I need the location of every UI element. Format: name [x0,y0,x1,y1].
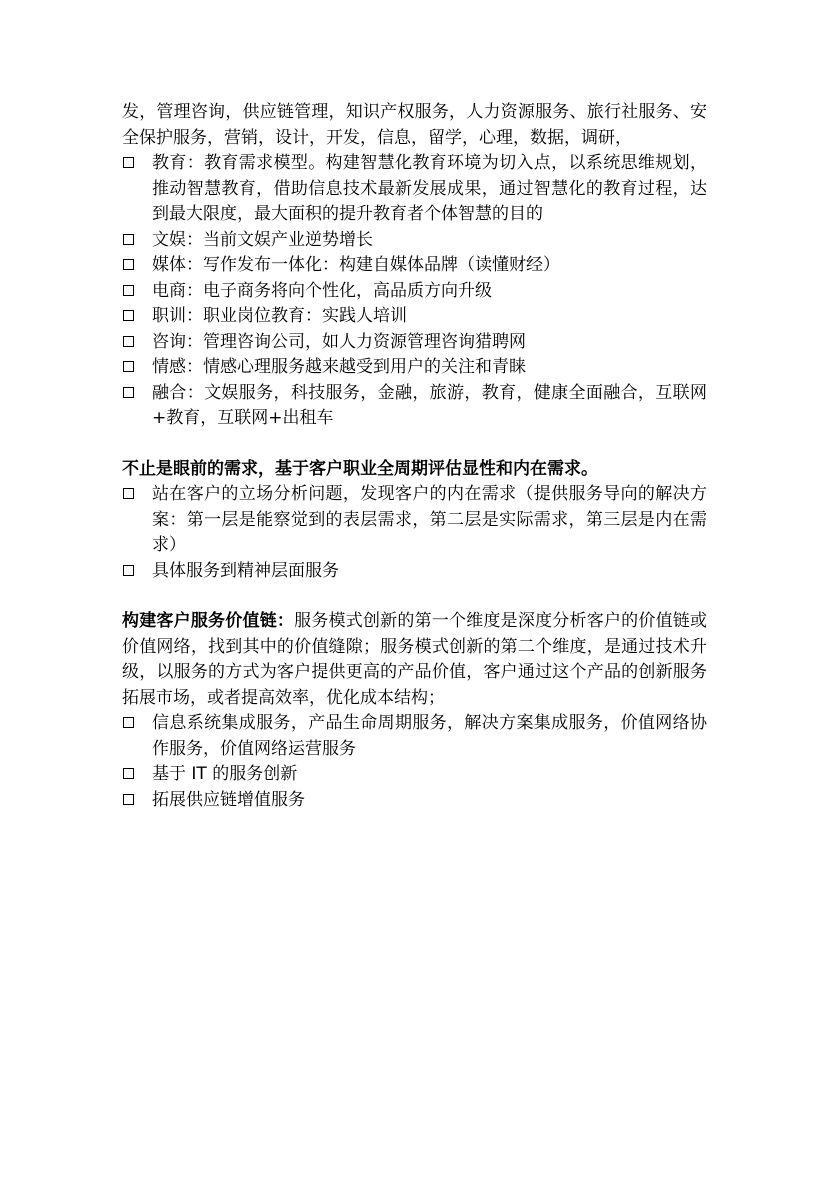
list-item-text: 文娱：当前文娱产业逆势增长 [152,229,373,250]
list-item-text: 教育：教育需求模型。构建智慧化教育环境为切入点，以系统思维规划，推动智慧教育，借助信息技术最新发展成果，通过智慧化的教育过程，达到最大限度，最大面积的提升教育者个体智慧的目的 [152,153,707,224]
list-item-text: 职训：职业岗位教育：实践人培训 [152,306,407,326]
checkbox-icon [123,285,134,296]
checkbox-icon [123,157,134,168]
paragraph-lead: 构建客户服务价值链： [122,611,295,631]
spacer [122,432,707,457]
list-item-text: 情感：情感心理服务越来越受到用户的关注和青睐 [152,357,526,377]
checkbox-icon [123,336,134,347]
value-chain-paragraph [122,609,707,711]
list-item [122,330,707,356]
list-item [122,355,707,381]
checkbox-icon [123,717,134,728]
list-item-text: 电商：电子商务将向个性化，高品质方向升级 [152,280,492,301]
list-item-text: 具体服务到精神层面服务 [152,560,339,581]
list-item [122,711,707,762]
list-item-text: 基于 IT 的服务创新 [152,764,298,784]
section-heading: 不止是眼前的需求，基于客户职业全周期评估显性和内在需求。 [122,458,598,479]
checkbox-icon [123,234,134,245]
list-item [122,788,707,814]
list-item-text: 拓展供应链增值服务 [152,789,305,810]
checkbox-icon [123,310,134,321]
list-item [122,762,707,788]
list-item-text: 融合：文娱服务，科技服务，金融，旅游，教育，健康全面融合，互联网+教育，互联网+出租车 [152,382,707,428]
list-item [122,381,707,432]
services-list [122,711,707,813]
intro-paragraph: 发，管理咨询，供应链管理，知识产权服务，人力资源服务、旅行社服务、安全保护服务，营销，设计，开发，信息，留学，心理，数据，调研， [122,102,707,148]
list-item-text: 咨询：管理咨询公司，如人力资源管理咨询猎聘网 [152,331,526,352]
list-item [122,253,707,279]
list-item-text: 媒体：写作发布一体化：构建自媒体品牌（读懂财经） [152,255,560,275]
list-item-text: 信息系统集成服务，产品生命周期服务，解决方案集成服务，价值网络协作服务，价值网络运营服务 [152,713,707,759]
list-item [122,559,707,585]
checkbox-icon [123,768,134,779]
checkbox-icon [123,488,134,499]
list-item [122,228,707,254]
list-item [122,279,707,305]
list-item [122,482,707,559]
checkbox-icon [123,259,134,270]
paragraph-body: 服务模式创新的第一个维度是深度分析客户的价值链或价值网络，找到其中的价值缝隙；服务模式创新的第二个维度，是通过技术升级，以服务的方式为客户提供更高的产品价值，客户通过这个产品的创新服务拓展市场，或者提高效率，优化成本结构； [122,611,708,708]
industry-list [122,151,707,432]
list-item-text: 站在客户的立场分析问题，发现客户的内在需求（提供服务导向的解决方案：第一层是能察觉到的表层需求，第二层是实际需求，第三层是内在需求） [152,484,707,555]
list-item [122,304,707,330]
spacer [122,584,707,609]
checkbox-icon [123,794,134,805]
checkbox-icon [123,565,134,576]
checkbox-icon [123,387,134,398]
list-item [122,151,707,228]
document-page [122,100,707,813]
needs-list [122,482,707,584]
checkbox-icon [123,361,134,372]
